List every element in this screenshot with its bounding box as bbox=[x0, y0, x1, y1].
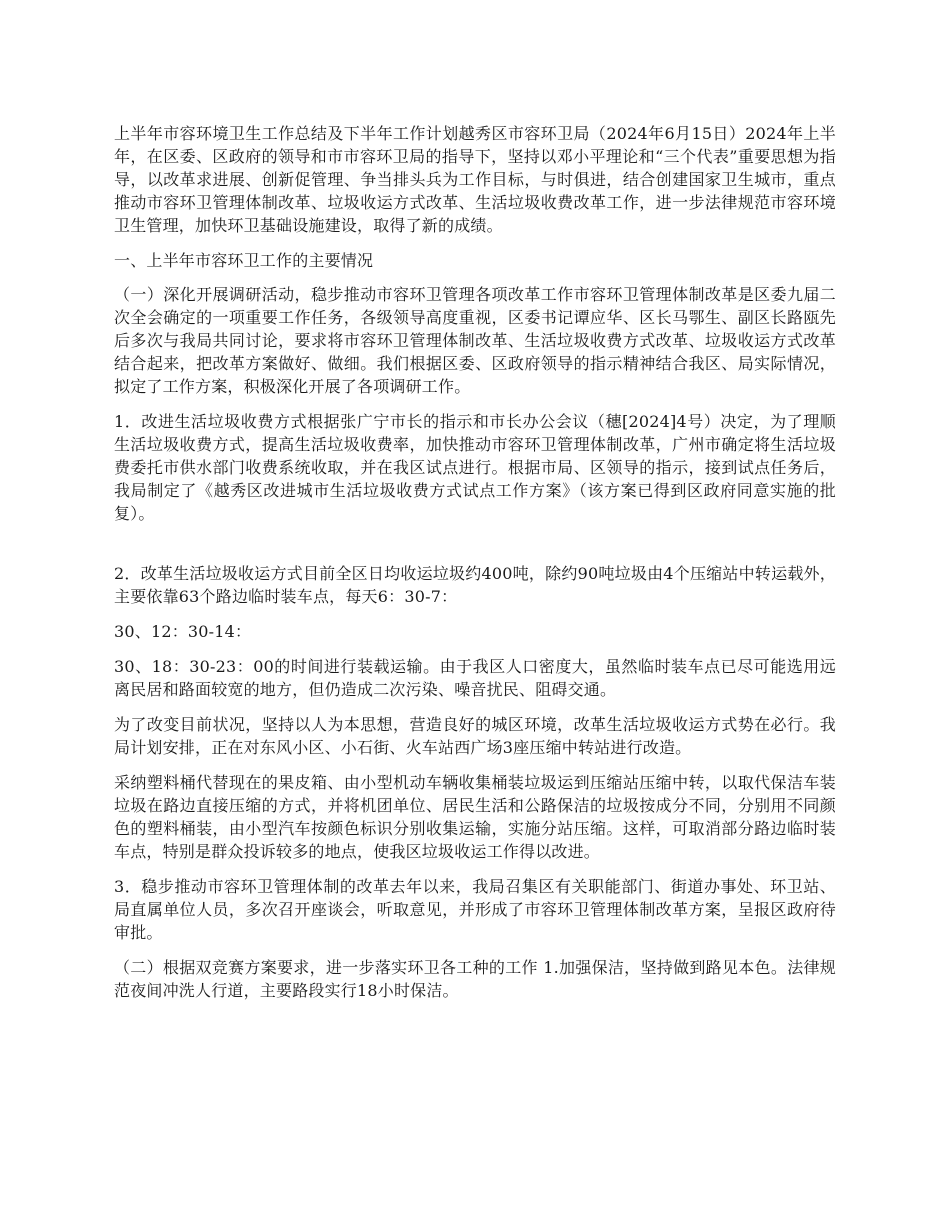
paragraph-research: （一）深化开展调研活动，稳步推动市容环卫管理各项改革工作市容环卫管理体制改革是区委九届二次全会确定的一项重要工作任务，各级领导高度重视，区委书记谭应华、区长马鄂生、副区长路瓯先后多次与我局共同讨论，要求将市容环卫管理体制改革、生活垃圾收费方式改革、垃圾收运方式改革结合起来，把改革方案做好、做细。我们根据区委、区政府领导的指示精神结合我区、局实际情况，拟定了工作方案，积极深化开展了各项调研工作。 bbox=[114, 285, 836, 396]
paragraph-improvement-plan: 为了改变目前状况，坚持以人为本思想，营造良好的城区环境，改革生活垃圾收运方式势在必行。我局计划安排，正在对东风小区、小石街、火车站西广场3座压缩中转站进行改造。 bbox=[114, 715, 836, 757]
paragraph-competition: （二）根据双竞赛方案要求，进一步落实环卫各工种的工作 1.加强保洁，坚持做到路见本色。法律规范夜间冲洗人行道，主要路段实行18小时保洁。 bbox=[114, 958, 836, 1000]
blank-space bbox=[114, 537, 836, 562]
paragraph-management-reform: 3．稳步推动市容环卫管理体制的改革去年以来，我局召集区有关职能部门、街道办事处、环卫站、局直属单位人员，多次召开座谈会，听取意见，并形成了市容环卫管理体制改革方案，呈报区政府待审批。 bbox=[114, 877, 836, 942]
paragraph-collection-reform: 2．改革生活垃圾收运方式目前全区日均收运垃圾约400吨，除约90吨垃圾由4个压缩站中转运载外，主要依靠63个路边临时装车点，每天6：30-7： bbox=[114, 564, 836, 606]
paragraph-time-fragment: 30、12：30-14： bbox=[114, 622, 252, 641]
intro-paragraph: 上半年市容环境卫生工作总结及下半年工作计划越秀区市容环卫局（2024年6月15日）2024年上半年，在区委、区政府的领导和市市容环卫局的指导下，坚持以邓小平理论和“三个代表”重要思想为指导，以改革求进展、创新促管理、争当排头兵为工作目标，与时俱进，结合创建国家卫生城市，重点推动市容环卫管理体制改革、垃圾收运方式改革、生活垃圾收费改革工作，进一步法律规范市容环境卫生管理，加快环卫基础设施建设，取得了新的成绩。 bbox=[114, 124, 836, 235]
section-heading: 一、上半年市容环卫工作的主要情况 bbox=[114, 251, 374, 270]
paragraph-fee-method: 1．改进生活垃圾收费方式根据张广宁市长的指示和市长办公会议（穗[2024]4号）决定，为了理顺生活垃圾收费方式，提高生活垃圾收费率，加快推动市容环卫管理体制改革，广州市确定将生活垃圾费委托市供水部门收费系统收取，并在我区试点进行。根据市局、区领导的指示，接到试点任务后，我局制定了《越秀区改进城市生活垃圾收费方式试点工作方案》（该方案已得到区政府同意实施的批复）。 bbox=[114, 412, 836, 523]
paragraph-bin-system: 采纳塑料桶代替现在的果皮箱、由小型机动车辆收集桶装垃圾运到压缩站压缩中转，以取代保洁车装垃圾在路边直接压缩的方式，并将机团单位、居民生活和公路保洁的垃圾按成分不同，分别用不同颜色的塑料桶装，由小型汽车按颜色标识分别收集运输，实施分站压缩。这样，可取消部分路边临时装车点，特别是群众投诉较多的地点，使我区垃圾收运工作得以改进。 bbox=[114, 773, 836, 861]
document-body bbox=[114, 122, 836, 1014]
paragraph-loading-schedule: 30、18：30-23：00的时间进行装载运输。由于我区人口密度大，虽然临时装车点已尽可能选用远离民居和路面较宽的地方，但仍造成二次污染、噪音扰民、阻碍交通。 bbox=[114, 657, 836, 699]
